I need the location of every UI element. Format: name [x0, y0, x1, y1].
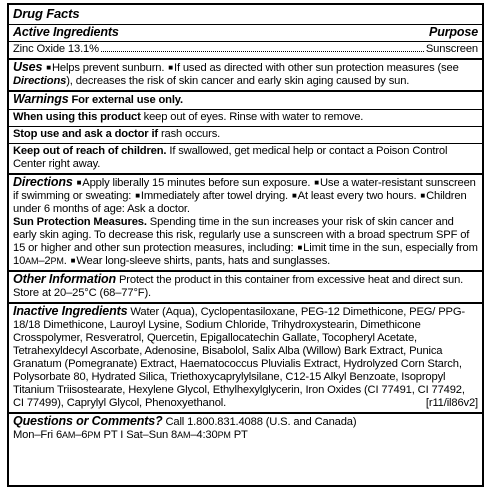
directions-heading: Directions [13, 175, 73, 189]
uses-section [9, 60, 482, 92]
active-ingredient: Zinc Oxide 13.1% [13, 43, 99, 55]
drug-facts-title: Drug Facts [13, 6, 80, 21]
uses-heading: Uses [13, 60, 43, 74]
bullet-square-icon: ■ [297, 243, 303, 252]
inactive-code: [r11/il86v2] [425, 397, 478, 409]
other-information-heading: Other Information [13, 272, 117, 286]
stop-use-text: rash occurs. [160, 128, 221, 140]
am-label: AM [25, 256, 39, 266]
drug-facts-header [9, 5, 482, 25]
active-ingredients-section [9, 25, 482, 42]
stop-use-label: Stop use and ask a doctor if [13, 128, 158, 140]
am-label: AM [62, 430, 76, 440]
warnings-heading: Warnings [13, 92, 69, 106]
pm-label: PM [217, 430, 231, 440]
active-ingredients-heading: Active Ingredients [13, 25, 119, 39]
questions-section [9, 414, 482, 444]
pm-label: PM [87, 430, 101, 440]
direction-2: Use a water-resistant sunscreen if swimming or sweating: [13, 177, 476, 202]
when-using-row [9, 110, 482, 127]
inactive-ingredients-text: Water (Aqua), Cyclopentasiloxane, PEG-12 Dimethicone, PEG/ PPG-18/18 Dimethicone, Lauroyl Lysine, Sodium Chloride, Trihydroxystearin, Dimethicone Crosspolymer, Resveratrol, Quercetin, Epigallocatechin Gallate, Tocopheryl Acetate, Tetrahexyldecyl Ascorbate, Adenosine, Bisabolol, Salix Alba (Willow) Bark Extract, Punica Granatum (Pomegranate) Extract, Haematococcus Pluvialis Extract, Hydrolyzed Corn Starch, Polysorbate 80, Hydrated Silica, Triethoxycaprylylsilane, C12-15 Alkyl Benzoate, Isopropyl Titanium Triisostearate, Hexylene Glycol, Ethylhexylglycerin, Iron Oxides (CI 77491, CI 77492, CI 77499), Caprylyl Glycol, Phenoxyethanol. [13, 306, 465, 409]
sun-protection-paragraph [13, 216, 478, 268]
sun-protection-1b: . [63, 255, 67, 267]
bullet-square-icon: ■ [46, 63, 51, 72]
direction-1: Apply liberally 15 minutes before sun exposure. [82, 177, 311, 189]
sun-protection-2: Wear long-sleeve shirts, pants, hats and sunglasses. [76, 255, 331, 267]
hours-part: PT [233, 429, 248, 441]
other-information-text: Protect the product in this container from excessive heat and direct sun. Store at 20–25°C (68–77°F). [13, 274, 464, 299]
active-purpose: Sunscreen [425, 43, 478, 55]
reach-text: If swallowed, get medical help or contact a Poison Control Center right away. [13, 145, 448, 170]
am-label: AM [177, 430, 191, 440]
sun-protection-label: Sun Protection Measures. [13, 216, 147, 228]
direction-4: At least every two hours. [297, 190, 417, 202]
bullet-square-icon: ■ [135, 191, 140, 200]
bullet-square-icon: ■ [76, 178, 82, 187]
hours-part: –6 [75, 429, 88, 441]
bullet-square-icon: ■ [314, 178, 319, 187]
direction-5: Children under 6 months of age: Ask a doctor. [13, 190, 467, 215]
uses-directions-word: Directions [13, 75, 67, 87]
pm-label: PM [50, 256, 64, 266]
hours-part: Mon–Fri 6 [13, 429, 63, 441]
inactive-ingredients-heading: Inactive Ingredients [13, 304, 128, 318]
drug-facts-panel [7, 3, 484, 487]
external-use-warning: For external use only. [71, 94, 184, 106]
uses-text-2: If used as directed with other sun protection measures (see [173, 62, 459, 74]
reach-row [9, 144, 482, 175]
bullet-square-icon: ■ [420, 191, 426, 200]
bullet-square-icon: ■ [168, 63, 173, 72]
inactive-ingredients-section [9, 304, 482, 414]
warnings-section [9, 92, 482, 110]
questions-heading: Questions or Comments? [13, 414, 163, 428]
uses-text-3: ), decreases the risk of skin cancer and early skin aging caused by sun. [66, 75, 410, 87]
bullet-square-icon: ■ [291, 191, 297, 200]
other-information-section [9, 272, 482, 304]
when-using-text: keep out of eyes. Rinse with water to remove. [143, 111, 364, 123]
hours-part: –4:30 [190, 429, 218, 441]
questions-hours [13, 429, 478, 442]
time-dash: –2 [38, 255, 51, 267]
purpose-heading: Purpose [429, 25, 478, 39]
questions-phone: Call 1.800.831.4088 (U.S. and Canada) [165, 416, 357, 428]
hours-part: PT I Sat–Sun 8 [103, 429, 178, 441]
stop-use-row [9, 127, 482, 144]
direction-3: Immediately after towel drying. [140, 190, 288, 202]
reach-label: Keep out of reach of children. [13, 145, 167, 157]
when-using-label: When using this product [13, 111, 141, 123]
directions-section [9, 175, 482, 272]
active-ingredient-row [9, 42, 482, 60]
leader-dots [101, 51, 424, 52]
bullet-square-icon: ■ [70, 256, 76, 265]
uses-text-1: Helps prevent sunburn. [51, 62, 165, 74]
sun-protection-text: Spending time in the sun increases your risk of skin cancer and early skin aging. To decrease this risk, regularly use a sunscreen with a broad spectrum SPF of 15 or higher and other sun protection measures, including: [13, 216, 470, 254]
sun-protection-1a: Limit time in the sun, especially from 10 [13, 242, 478, 267]
